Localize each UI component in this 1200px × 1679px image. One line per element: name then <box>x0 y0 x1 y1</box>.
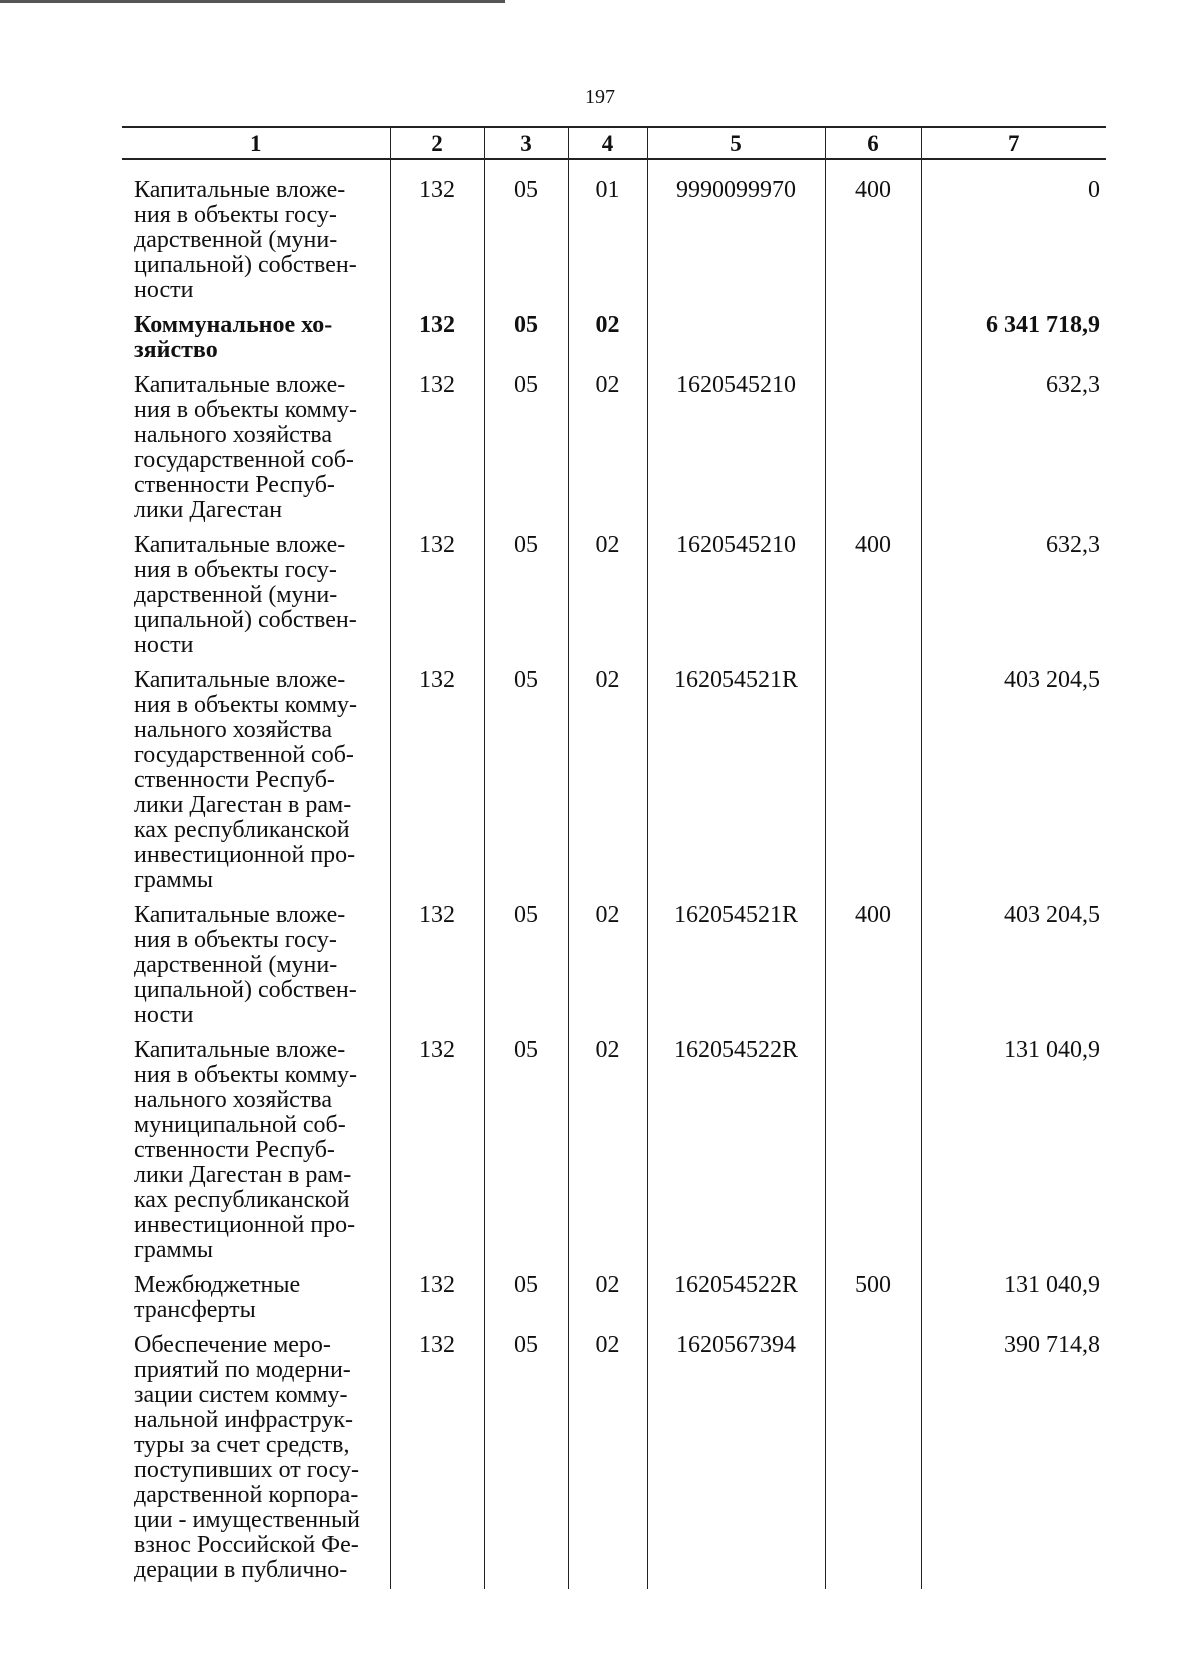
code-cell: 132 <box>390 1329 484 1589</box>
code-cell <box>825 309 921 369</box>
row-name-line: ственности Респуб- <box>134 1137 335 1163</box>
row-name-line: нального хозяйства <box>134 1087 332 1113</box>
code-cell: 500 <box>825 1269 921 1329</box>
row-name-line: Капитальные вложе- <box>134 902 346 928</box>
row-name-line: граммы <box>134 1237 213 1263</box>
column-header: 2 <box>390 127 484 159</box>
row-name-cell <box>122 664 390 899</box>
row-name-line: нального хозяйства <box>134 422 332 448</box>
row-name-line: ственности Респуб- <box>134 472 335 498</box>
code-cell: 02 <box>568 899 647 1034</box>
row-name-line: ния в объекты комму- <box>134 397 358 423</box>
code-cell: 05 <box>484 664 568 899</box>
row-name-line: ции - имущественный <box>134 1507 360 1533</box>
code-cell: 05 <box>484 174 568 309</box>
amount-cell: 131 040,9 <box>921 1269 1106 1329</box>
row-name-line: ственности Респуб- <box>134 767 335 793</box>
amount-cell: 632,3 <box>921 369 1106 529</box>
row-name-line: муниципальной соб- <box>134 1112 346 1138</box>
code-cell: 05 <box>484 369 568 529</box>
row-name-line: ципальной) собствен- <box>134 252 357 278</box>
code-cell: 400 <box>825 529 921 664</box>
row-name-line: Межбюджетные <box>134 1272 301 1298</box>
code-cell: 132 <box>390 1034 484 1269</box>
row-name-cell <box>122 1329 390 1589</box>
row-name-line: Капитальные вложе- <box>134 372 346 398</box>
row-name-line: Коммунальное хо- <box>134 312 333 338</box>
row-name-cell <box>122 1034 390 1269</box>
row-name-line: ния в объекты комму- <box>134 1062 358 1088</box>
code-cell: 05 <box>484 1269 568 1329</box>
page-number: 197 <box>585 86 615 108</box>
row-name-line: туры за счет средств, <box>134 1432 350 1458</box>
code-cell: 162054521R <box>647 664 825 899</box>
row-name-line: дарственной (муни- <box>134 952 338 978</box>
row-name-line: трансферты <box>134 1297 256 1323</box>
table-row <box>122 309 1106 369</box>
row-name-line: инвестиционной про- <box>134 842 356 868</box>
row-name-line: государственной соб- <box>134 742 354 768</box>
row-name-line: государственной соб- <box>134 447 354 473</box>
code-cell <box>825 1329 921 1589</box>
row-name-cell <box>122 1269 390 1329</box>
row-name-cell <box>122 174 390 309</box>
row-name-line: дарственной (муни- <box>134 582 338 608</box>
row-name-cell <box>122 309 390 369</box>
code-cell: 162054522R <box>647 1034 825 1269</box>
amount-cell: 632,3 <box>921 529 1106 664</box>
code-cell: 02 <box>568 369 647 529</box>
code-cell: 02 <box>568 1329 647 1589</box>
row-name-cell <box>122 529 390 664</box>
code-cell: 162054522R <box>647 1269 825 1329</box>
row-name-line: ципальной) собствен- <box>134 607 357 633</box>
column-header: 3 <box>484 127 568 159</box>
row-name-line: ния в объекты комму- <box>134 692 358 718</box>
code-cell: 01 <box>568 174 647 309</box>
column-header: 7 <box>921 127 1106 159</box>
row-name-line: ках республиканской <box>134 817 350 843</box>
amount-cell: 403 204,5 <box>921 664 1106 899</box>
code-cell: 05 <box>484 1034 568 1269</box>
code-cell: 9990099970 <box>647 174 825 309</box>
column-header: 4 <box>568 127 647 159</box>
row-name-line: лики Дагестан в рам- <box>134 792 352 818</box>
row-name-line: Капитальные вложе- <box>134 177 346 203</box>
column-header: 6 <box>825 127 921 159</box>
amount-cell: 390 714,8 <box>921 1329 1106 1589</box>
code-cell: 132 <box>390 529 484 664</box>
code-cell <box>825 664 921 899</box>
code-cell: 05 <box>484 1329 568 1589</box>
row-name-line: Обеспечение меро- <box>134 1332 331 1358</box>
code-cell: 02 <box>568 529 647 664</box>
table-row <box>122 664 1106 899</box>
row-name-line: зяйство <box>134 337 218 363</box>
row-name-line: инвестиционной про- <box>134 1212 356 1238</box>
table-body <box>122 159 1106 1589</box>
amount-cell: 6 341 718,9 <box>921 309 1106 369</box>
row-name-line: нального хозяйства <box>134 717 332 743</box>
code-cell <box>825 1034 921 1269</box>
row-name-line: лики Дагестан в рам- <box>134 1162 352 1188</box>
table-row <box>122 1329 1106 1589</box>
code-cell: 05 <box>484 899 568 1034</box>
row-name-cell <box>122 899 390 1034</box>
code-cell <box>647 309 825 369</box>
row-name-line: Капитальные вложе- <box>134 532 346 558</box>
code-cell: 05 <box>484 529 568 664</box>
row-name-line: ципальной) собствен- <box>134 977 357 1003</box>
row-name-line: ния в объекты госу- <box>134 557 337 583</box>
row-name-line: граммы <box>134 867 213 893</box>
scan-edge-line <box>0 0 505 3</box>
row-name-line: дерации в публично- <box>134 1557 348 1583</box>
row-name-line: поступивших от госу- <box>134 1457 359 1483</box>
table-row <box>122 1269 1106 1329</box>
row-name-line: ности <box>134 277 194 303</box>
table-row <box>122 369 1106 529</box>
row-name-line: зации систем комму- <box>134 1382 348 1408</box>
code-cell: 05 <box>484 309 568 369</box>
code-cell: 132 <box>390 174 484 309</box>
code-cell: 132 <box>390 664 484 899</box>
column-header: 1 <box>122 127 390 159</box>
row-name-line: ках республиканской <box>134 1187 350 1213</box>
code-cell: 132 <box>390 899 484 1034</box>
row-name-line: ния в объекты госу- <box>134 927 337 953</box>
code-cell: 162054521R <box>647 899 825 1034</box>
row-name-line: ния в объекты госу- <box>134 202 337 228</box>
code-cell: 132 <box>390 1269 484 1329</box>
code-cell: 02 <box>568 309 647 369</box>
row-name-line: взнос Российской Фе- <box>134 1532 359 1558</box>
code-cell: 400 <box>825 174 921 309</box>
row-name-line: ности <box>134 632 194 658</box>
budget-table <box>122 126 1106 1589</box>
code-cell: 02 <box>568 664 647 899</box>
row-name-line: ности <box>134 1002 194 1028</box>
code-cell <box>825 369 921 529</box>
code-cell: 132 <box>390 369 484 529</box>
spacer-row <box>122 159 1106 174</box>
row-name-cell <box>122 369 390 529</box>
table-row <box>122 529 1106 664</box>
code-cell: 02 <box>568 1034 647 1269</box>
amount-cell: 403 204,5 <box>921 899 1106 1034</box>
row-name-line: Капитальные вложе- <box>134 667 346 693</box>
table-row <box>122 174 1106 309</box>
amount-cell: 131 040,9 <box>921 1034 1106 1269</box>
code-cell: 132 <box>390 309 484 369</box>
code-cell: 1620567394 <box>647 1329 825 1589</box>
row-name-line: приятий по модерни- <box>134 1357 351 1383</box>
code-cell: 1620545210 <box>647 369 825 529</box>
code-cell: 02 <box>568 1269 647 1329</box>
row-name-line: нальной инфраструк- <box>134 1407 353 1433</box>
table-row <box>122 899 1106 1034</box>
table-row <box>122 1034 1106 1269</box>
code-cell: 1620545210 <box>647 529 825 664</box>
row-name-line: Капитальные вложе- <box>134 1037 346 1063</box>
column-header: 5 <box>647 127 825 159</box>
row-name-line: дарственной корпора- <box>134 1482 359 1508</box>
row-name-line: дарственной (муни- <box>134 227 338 253</box>
row-name-line: лики Дагестан <box>134 497 283 523</box>
code-cell: 400 <box>825 899 921 1034</box>
amount-cell: 0 <box>921 174 1106 309</box>
header-row <box>122 127 1106 159</box>
